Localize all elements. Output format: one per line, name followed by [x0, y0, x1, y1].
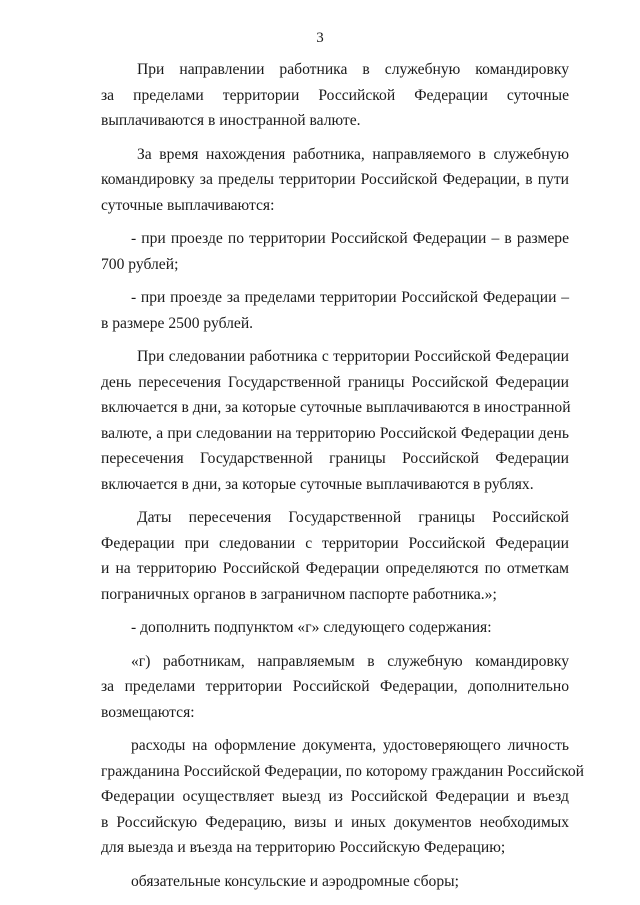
text-line: гражданина Российской Федерации, по которому гражданин Российской	[101, 762, 584, 780]
text-line: 700 рублей;	[101, 255, 179, 273]
paragraph-gap	[101, 725, 569, 733]
text-line: - дополнить подпунктом «г» следующего содержания:	[131, 619, 492, 636]
paragraph	[101, 869, 569, 895]
text-line: включается в дни, за которые суточные выплачиваются в иностранной	[101, 399, 571, 416]
paragraph-gap	[101, 277, 569, 285]
text-line: расходы на оформление документа, удостоверяющего личность	[131, 737, 569, 754]
paragraph-gap	[101, 641, 569, 649]
paragraph	[101, 505, 569, 607]
text-line: для выезда и въезда на территорию Российскую Федерацию;	[101, 839, 506, 856]
paragraph-gap	[101, 134, 569, 142]
paragraph	[101, 649, 569, 726]
text-line: в размере 2500 рублей.	[101, 314, 254, 332]
text-line: пересечения Государственной границы Российской Федерации	[101, 450, 569, 467]
text-line: за пределами территории Российской Федерации, дополнительно	[101, 678, 569, 695]
paragraph-gap	[101, 861, 569, 869]
text-line: в Российскую Федерацию, визы и иных документов необходимых	[101, 813, 569, 831]
text-line: валюте, а при следовании на территорию Российской Федерации день	[101, 424, 569, 442]
text-line: - при проезде за пределами территории Российской Федерации –	[131, 289, 569, 306]
body-text	[101, 57, 584, 894]
text-line: обязательные консульские и аэродромные сборы;	[131, 872, 459, 890]
text-line: «г) работникам, направляемым в служебную командировку	[131, 652, 569, 670]
text-line: Федерации осуществляет выезд из Российской Федерации и въезд	[101, 788, 569, 805]
text-line: и на территорию Российской Федерации определяются по отметкам	[101, 560, 569, 577]
text-line: включается в дни, за которые суточные выплачиваются в рублях.	[101, 475, 534, 493]
paragraph-gap	[101, 607, 569, 615]
text-line: суточные выплачиваются:	[101, 196, 275, 214]
text-line: за пределами территории Российской Федерации суточные	[101, 86, 569, 104]
paragraph-gap	[101, 497, 569, 505]
page-number: 3	[316, 30, 324, 46]
paragraph	[101, 733, 584, 861]
text-line: выплачиваются в иностранной валюте.	[101, 112, 361, 129]
text-line: При следовании работника с территории Российской Федерации	[137, 348, 569, 365]
text-line: Даты пересечения Государственной границы Российской	[137, 509, 569, 526]
text-line: За время нахождения работника, направляемого в служебную	[137, 145, 569, 163]
text-line: возмещаются:	[101, 703, 195, 721]
paragraph	[101, 344, 569, 497]
paragraph	[101, 142, 569, 219]
text-line: Федерации при следовании с территории Российской Федерации	[101, 534, 569, 552]
paragraph-gap	[101, 336, 569, 344]
text-line: командировку за пределы территории Российской Федерации, в пути	[101, 171, 569, 188]
paragraph	[101, 226, 569, 277]
text-line: При направлении работника в служебную командировку	[137, 61, 569, 78]
paragraph-gap	[101, 218, 569, 226]
text-line: - при проезде по территории Российской Федерации – в размере	[131, 230, 569, 247]
paragraph	[101, 615, 569, 641]
text-line: день пересечения Государственной границы Российской Федерации	[101, 373, 569, 391]
paragraph	[101, 57, 569, 134]
text-line: пограничных органов в заграничном паспорте работника.»;	[101, 585, 497, 603]
paragraph	[101, 285, 569, 336]
